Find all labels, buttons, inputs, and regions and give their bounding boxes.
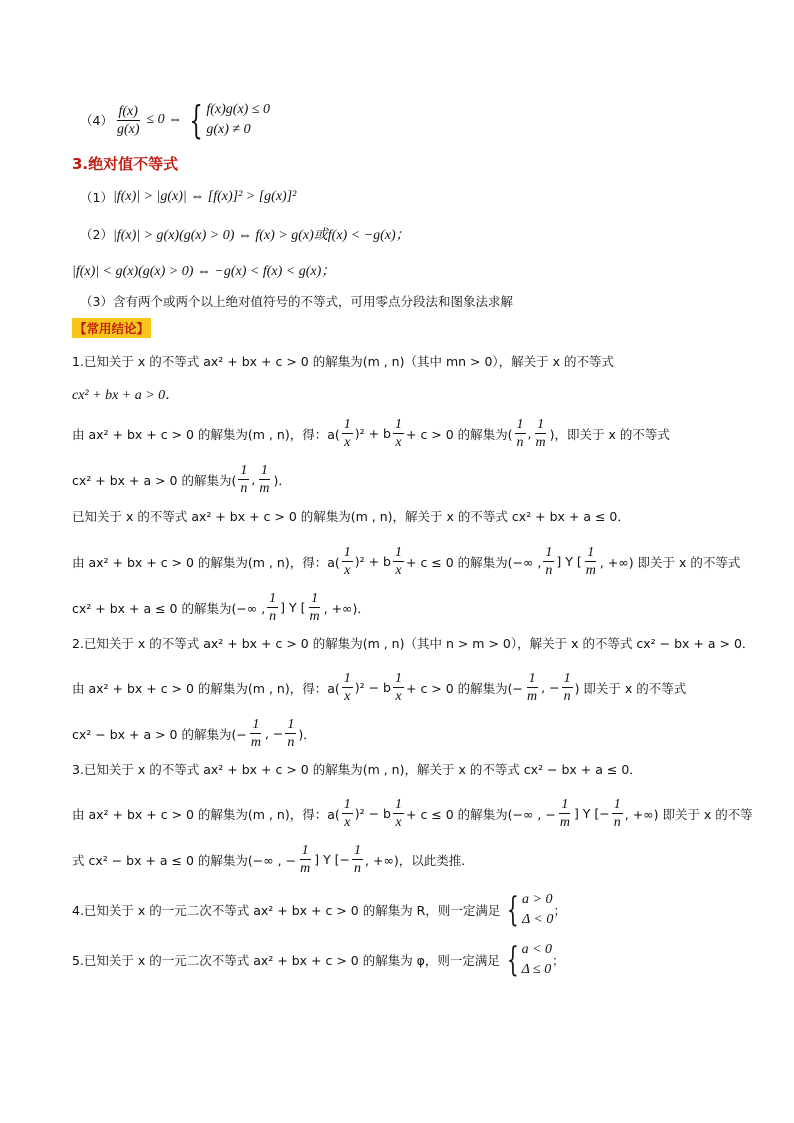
c1-solution-2 (72, 462, 291, 497)
text-run: + c > 0 的解集为( (406, 426, 513, 442)
c4-end: ； (553, 903, 566, 918)
item-4 (80, 100, 270, 140)
text-run: ] Y [− (314, 852, 351, 867)
item-4-denominator: g(x) (116, 121, 140, 137)
text-run: ] Y [ (556, 554, 582, 569)
denominator: m (309, 609, 320, 624)
numerator: 1 (587, 545, 595, 560)
left-brace-icon: { (507, 890, 520, 930)
c4-question: 4.已知关于 x 的一元二次不等式 ax² + bx + c > 0 的解集为 R，则一定满足 (72, 903, 501, 918)
c3-question: 3.已知关于 x 的不等式 ax² + bx + c > 0 的解集为(m , n)，解关于 x 的不等式 cx² − bx + a ≤ 0． (72, 762, 642, 777)
item-4-fraction (115, 103, 142, 138)
c5-system (504, 940, 552, 980)
c5-case-1: a < 0 (521, 942, 553, 957)
text-run: , +∞)． (323, 600, 370, 616)
text-run: )． (273, 472, 291, 488)
fraction (584, 544, 598, 579)
text-run: 由 ax² + bx + c > 0 的解集为(m , n)，得：a( (72, 426, 340, 442)
fraction (342, 416, 353, 451)
numerator: 1 (395, 417, 402, 432)
c4-case-2: Δ < 0 (522, 912, 554, 927)
abs-line-3-math: |f(x)| < g(x)(g(x) > 0) ⇔ −g(x) < f(x) < g(x)； (72, 264, 336, 279)
text-run: , (527, 426, 532, 441)
c3-solution-1 (72, 796, 753, 831)
denominator: m (585, 563, 596, 578)
denominator: x (344, 563, 351, 578)
abs-line-2-math: |f(x)| > g(x)(g(x) > 0) ⇔ f(x) > g(x)或f(x) < −g(x)； (112, 228, 410, 243)
fraction (393, 416, 404, 451)
denominator: n (287, 735, 295, 750)
c5-case-2: Δ ≤ 0 (521, 962, 552, 977)
fraction (393, 544, 404, 579)
c1-solution-4 (72, 590, 370, 625)
text-run: )² + b (354, 554, 391, 569)
text-run: )² − b (354, 680, 391, 695)
denominator: m (559, 815, 570, 830)
numerator: 1 (269, 591, 277, 606)
fraction (249, 716, 263, 751)
text-run: , − (264, 726, 284, 741)
numerator: 1 (537, 417, 545, 432)
c5-end: ； (552, 953, 565, 968)
denominator: n (613, 815, 621, 830)
fraction (562, 670, 573, 705)
numerator: 1 (395, 671, 402, 686)
text-run: ] Y [− (573, 806, 610, 821)
text-run: , (251, 472, 256, 487)
c5-line (72, 940, 565, 980)
text-run: , +∞)，以此类推. (365, 852, 466, 868)
denominator: m (300, 861, 311, 876)
item-4-system (186, 100, 270, 140)
fraction (308, 590, 322, 625)
fraction (534, 416, 548, 451)
denominator: x (395, 563, 402, 578)
fraction (257, 462, 271, 497)
text-run: )． (298, 726, 316, 742)
c2-question: 2.已知关于 x 的不等式 ax² + bx + c > 0 的解集为(m , n)（其中 n > m > 0），解关于 x 的不等式 cx² − bx + a > 0． (72, 636, 755, 651)
abs-line-2 (80, 224, 410, 244)
fraction (558, 796, 572, 831)
fraction (238, 462, 249, 497)
denominator: x (344, 689, 351, 704)
c3-solution-2 (72, 842, 465, 877)
c4-system (504, 890, 553, 930)
denominator: n (269, 609, 277, 624)
denominator: x (344, 815, 351, 830)
text-run: )，即关于 x 的不等式 (549, 426, 670, 442)
fraction (515, 416, 526, 451)
numerator: 1 (545, 545, 553, 560)
denominator: m (250, 735, 261, 750)
text-run: + c > 0 的解集为(− (406, 680, 524, 696)
fraction (342, 670, 353, 705)
section-title: 3.绝对值不等式 (72, 155, 179, 173)
text-run: )² + b (354, 426, 391, 441)
text-run: cx² + bx + a > 0 的解集为( (72, 472, 237, 488)
item-4-relation: ≤ 0 ⇔ (146, 112, 183, 127)
c4-line (72, 890, 566, 930)
text-run: 由 ax² + bx + c > 0 的解集为(m , n)，得：a( (72, 554, 340, 570)
fraction (393, 796, 404, 831)
c1-solution-3 (72, 544, 740, 579)
fraction (525, 670, 539, 705)
text-run: 由 ax² + bx + c > 0 的解集为(m , n)，得：a( (72, 806, 340, 822)
denominator: x (395, 435, 402, 450)
fraction (393, 670, 404, 705)
fraction (543, 544, 554, 579)
c1-question-2: 已知关于 x 的不等式 ax² + bx + c > 0 的解集为(m , n)，解关于 x 的不等式 cx² + bx + a ≤ 0． (72, 509, 630, 524)
fraction (342, 796, 353, 831)
denominator: x (395, 815, 402, 830)
text-run: , − (541, 680, 560, 695)
denominator: x (344, 435, 351, 450)
c4-case-1: a > 0 (522, 892, 553, 907)
common-conclusion-tag: 【常用结论】 (72, 318, 151, 338)
fraction (342, 544, 353, 579)
numerator: 1 (252, 717, 260, 732)
text-run: cx² − bx + a > 0 的解集为(− (72, 726, 247, 742)
numerator: 1 (395, 797, 402, 812)
text-run: , +∞) 即关于 x 的不等式 (599, 554, 741, 570)
fraction (612, 796, 623, 831)
denominator: n (545, 563, 553, 578)
fraction (298, 842, 312, 877)
numerator: 1 (301, 843, 309, 858)
numerator: 1 (240, 463, 248, 478)
numerator: 1 (563, 671, 571, 686)
c1-question-a: 1.已知关于 x 的不等式 ax² + bx + c > 0 的解集为(m , n)（其中 mn > 0），解关于 x 的不等式 (72, 354, 615, 369)
numerator: 1 (311, 591, 319, 606)
numerator: 1 (613, 797, 621, 812)
denominator: x (395, 689, 402, 704)
text-run: )² − b (354, 806, 391, 821)
text-run: , +∞) 即关于 x 的不等 (624, 806, 753, 822)
c5-question: 5.已知关于 x 的一元二次不等式 ax² + bx + c > 0 的解集为 φ，则一定满足 (72, 953, 500, 968)
c2-solution-1 (72, 670, 686, 705)
item-4-case-2: g(x) ≠ 0 (206, 122, 251, 137)
numerator: 1 (528, 671, 536, 686)
denominator: m (527, 689, 538, 704)
item-4-numerator: f(x) (118, 103, 138, 119)
denominator: m (259, 481, 270, 496)
abs-line-1-math: |f(x)| > |g(x)| ⇔ [f(x)]² > [g(x)]² (112, 189, 297, 204)
text-run: ] Y [ (280, 600, 306, 615)
text-run: cx² + bx + a ≤ 0 的解集为(−∞ , (72, 600, 266, 616)
numerator: 1 (343, 671, 351, 686)
text-run: ) 即关于 x 的不等式 (574, 680, 687, 696)
item-4-label: （4） (80, 113, 113, 128)
numerator: 1 (354, 843, 362, 858)
numerator: 1 (343, 417, 351, 432)
abs-line-2-label: （2） (80, 227, 113, 242)
fraction (285, 716, 296, 751)
numerator: 1 (516, 417, 524, 432)
fraction (267, 590, 278, 625)
c2-solution-2 (72, 716, 316, 751)
denominator: n (516, 435, 524, 450)
text-run: + c ≤ 0 的解集为(−∞ , − (406, 806, 556, 822)
numerator: 1 (561, 797, 569, 812)
denominator: m (535, 435, 546, 450)
text-run: + c ≤ 0 的解集为(−∞ , (406, 554, 542, 570)
numerator: 1 (343, 545, 351, 560)
numerator: 1 (343, 797, 351, 812)
denominator: n (563, 689, 571, 704)
denominator: n (240, 481, 248, 496)
left-brace-icon: { (189, 98, 203, 142)
text-run: 由 ax² + bx + c > 0 的解集为(m , n)，得：a( (72, 680, 340, 696)
abs-line-1-label: （1） (80, 190, 113, 205)
c1-question-b: cx² + bx + a > 0． (72, 388, 180, 403)
item-4-case-1: f(x)g(x) ≤ 0 (206, 102, 271, 117)
abs-line-3 (72, 260, 335, 280)
c1-solution-1 (72, 416, 670, 451)
numerator: 1 (395, 545, 402, 560)
numerator: 1 (260, 463, 268, 478)
abs-line-4: （3）含有两个或两个以上绝对值符号的不等式，可用零点分段法和图象法求解 (80, 294, 513, 309)
fraction (352, 842, 363, 877)
abs-line-1 (80, 188, 296, 206)
denominator: n (354, 861, 362, 876)
numerator: 1 (287, 717, 295, 732)
left-brace-icon: { (506, 940, 519, 980)
text-run: 式 cx² − bx + a ≤ 0 的解集为(−∞ , − (72, 852, 297, 868)
